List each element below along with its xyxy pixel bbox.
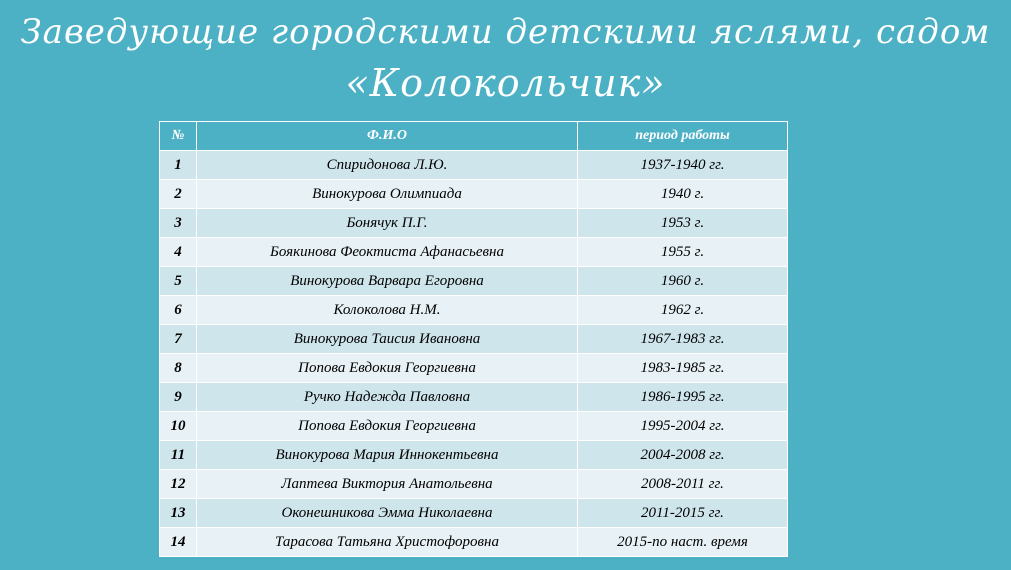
row-number: 4	[160, 238, 197, 267]
row-number: 3	[160, 209, 197, 238]
row-number: 5	[160, 267, 197, 296]
row-name: Бонячук П.Г.	[197, 209, 578, 238]
row-name: Винокурова Варвара Егоровна	[197, 267, 578, 296]
header-period: период работы	[578, 122, 788, 151]
row-number: 6	[160, 296, 197, 325]
row-number: 8	[160, 354, 197, 383]
row-name: Винокурова Таисия Ивановна	[197, 325, 578, 354]
row-number: 13	[160, 499, 197, 528]
table-row	[160, 499, 788, 528]
table-row	[160, 180, 788, 209]
row-period: 1940 г.	[578, 180, 788, 209]
row-name: Попова Евдокия Георгиевна	[197, 354, 578, 383]
title-line-1: Заведующие городскими детскими яслями, садом	[20, 12, 991, 52]
directors-table	[159, 121, 788, 557]
table-header-row	[160, 122, 788, 151]
table-row	[160, 296, 788, 325]
table-row	[160, 325, 788, 354]
table-body	[160, 151, 788, 557]
row-number: 7	[160, 325, 197, 354]
table-row	[160, 209, 788, 238]
row-period: 1995-2004 гг.	[578, 412, 788, 441]
table-row	[160, 354, 788, 383]
table-row	[160, 238, 788, 267]
table-row	[160, 151, 788, 180]
row-name: Ручко Надежда Павловна	[197, 383, 578, 412]
row-period: 2008-2011 гг.	[578, 470, 788, 499]
row-name: Винокурова Олимпиада	[197, 180, 578, 209]
row-period: 2004-2008 гг.	[578, 441, 788, 470]
row-period: 2015-по наст. время	[578, 528, 788, 557]
row-name: Попова Евдокия Георгиевна	[197, 412, 578, 441]
row-number: 2	[160, 180, 197, 209]
row-name: Колоколова Н.М.	[197, 296, 578, 325]
row-number: 11	[160, 441, 197, 470]
table-row	[160, 412, 788, 441]
title-line-2: «Колокольчик»	[345, 61, 666, 105]
directors-table-container	[159, 121, 787, 557]
row-name: Винокурова Мария Иннокентьевна	[197, 441, 578, 470]
row-name: Лаптева Виктория Анатольевна	[197, 470, 578, 499]
row-period: 1953 г.	[578, 209, 788, 238]
row-period: 1962 г.	[578, 296, 788, 325]
table-row	[160, 528, 788, 557]
row-name: Боякинова Феоктиста Афанасьевна	[197, 238, 578, 267]
row-number: 14	[160, 528, 197, 557]
row-name: Спиридонова Л.Ю.	[197, 151, 578, 180]
row-number: 12	[160, 470, 197, 499]
row-period: 1937-1940 гг.	[578, 151, 788, 180]
row-period: 2011-2015 гг.	[578, 499, 788, 528]
page-title	[0, 8, 1011, 108]
header-name: Ф.И.О	[197, 122, 578, 151]
row-period: 1986-1995 гг.	[578, 383, 788, 412]
table-row	[160, 441, 788, 470]
row-name: Оконешникова Эмма Николаевна	[197, 499, 578, 528]
row-number: 10	[160, 412, 197, 441]
table-row	[160, 267, 788, 296]
row-period: 1967-1983 гг.	[578, 325, 788, 354]
row-period: 1960 г.	[578, 267, 788, 296]
row-number: 9	[160, 383, 197, 412]
table-row	[160, 383, 788, 412]
row-period: 1983-1985 гг.	[578, 354, 788, 383]
row-name: Тарасова Татьяна Христофоровна	[197, 528, 578, 557]
row-number: 1	[160, 151, 197, 180]
table-row	[160, 470, 788, 499]
header-number: №	[160, 122, 197, 151]
row-period: 1955 г.	[578, 238, 788, 267]
